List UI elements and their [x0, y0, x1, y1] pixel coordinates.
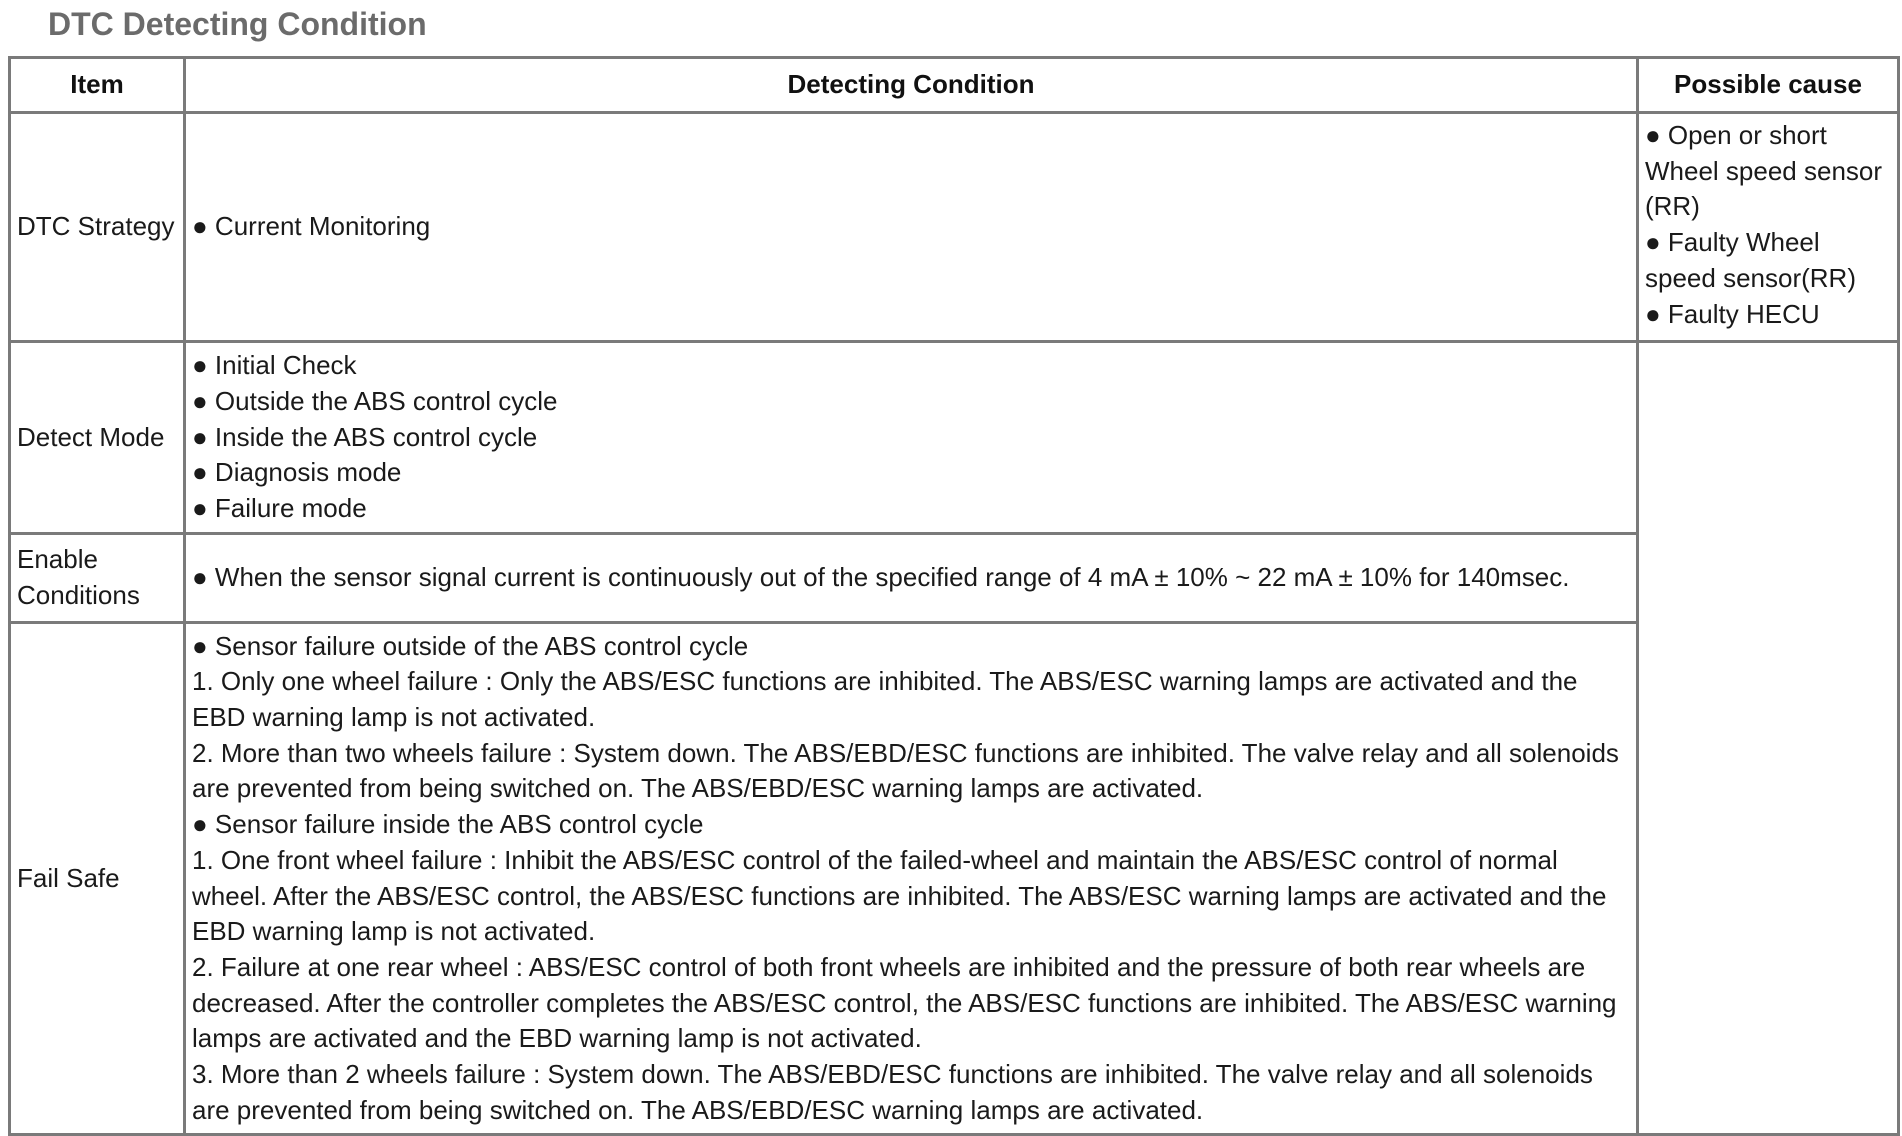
condition-line: 1. One front wheel failure : Inhibit the ABS/ESC control of the failed-wheel and maintain the ABS/ESC control of normal wheel. After the ABS/ESC control, the ABS/ESC functions are inhibited. The ABS/ESC warning lamps are activated and the EBD warning lamp is not activated. — [192, 844, 1607, 947]
condition-line: ● Failure mode — [192, 493, 367, 524]
condition-line: ● Sensor failure inside the ABS control cycle — [192, 809, 704, 840]
table-row — [10, 342, 1899, 534]
condition-line: 2. More than two wheels failure : System down. The ABS/EBD/ESC functions are inhibited. The valve relay and all solenoids are prevented from being switched on. The ABS/EBD/ESC warning lamps are activated. — [192, 737, 1619, 804]
header-item: Item — [10, 58, 185, 113]
table-header-row — [10, 58, 1899, 113]
condition-line: 2. Failure at one rear wheel : ABS/ESC control of both front wheels are inhibited and the pressure of both rear wheels are decreased. After the controller completes the ABS/ESC control, the ABS/ESC functions are inhibited. The ABS/ESC warning lamps are activated and the EBD warning lamp is not activated. — [192, 951, 1617, 1054]
possible-cause-empty-cell — [1638, 342, 1899, 1135]
page-title: DTC Detecting Condition — [48, 6, 427, 42]
row-item-dtc-strategy: DTC Strategy — [10, 113, 185, 342]
row-condition-fail-safe — [185, 623, 1638, 1135]
condition-line: ● Outside the ABS control cycle — [192, 385, 558, 416]
condition-line: ● Sensor failure outside of the ABS control cycle — [192, 630, 749, 661]
condition-line: 3. More than 2 wheels failure : System down. The ABS/EBD/ESC functions are inhibited. The valve relay and all solenoids are prevented from being switched on. The ABS/EBD/ESC warning lamps are activated. — [192, 1059, 1593, 1125]
row-item-enable-conditions: Enable Conditions — [10, 534, 185, 623]
row-condition-enable-conditions — [185, 534, 1638, 623]
condition-line: ● Inside the ABS control cycle — [192, 421, 538, 452]
row-condition-dtc-strategy — [185, 113, 1638, 342]
table-row — [10, 623, 1899, 1135]
header-possible-cause: Possible cause — [1638, 58, 1899, 113]
condition-line: ● Current Monitoring — [192, 211, 431, 242]
condition-line: ● Initial Check — [192, 350, 357, 381]
dtc-condition-table — [8, 56, 1900, 1136]
header-detecting-condition: Detecting Condition — [185, 58, 1638, 113]
condition-line: 1. Only one wheel failure : Only the ABS/ESC functions are inhibited. The ABS/ESC warning lamps are activated and the EBD warning lamp is not activated. — [192, 666, 1578, 732]
condition-line: ● When the sensor signal current is continuously out of the specified range of 4 mA ± 10% ~ 22 mA ± 10% for 140msec. — [192, 562, 1570, 593]
table-row — [10, 534, 1899, 623]
cause-line: ● Faulty HECU — [1645, 298, 1820, 329]
cause-line: ● Open or short Wheel speed sensor (RR) — [1645, 120, 1883, 222]
row-condition-detect-mode — [185, 342, 1638, 534]
table-row — [10, 113, 1899, 342]
row-item-detect-mode: Detect Mode — [10, 342, 185, 534]
row-item-fail-safe: Fail Safe — [10, 623, 185, 1135]
possible-cause-cell — [1638, 113, 1899, 342]
cause-line: ● Faulty Wheel speed sensor(RR) — [1645, 227, 1856, 293]
condition-line: ● Diagnosis mode — [192, 457, 402, 488]
